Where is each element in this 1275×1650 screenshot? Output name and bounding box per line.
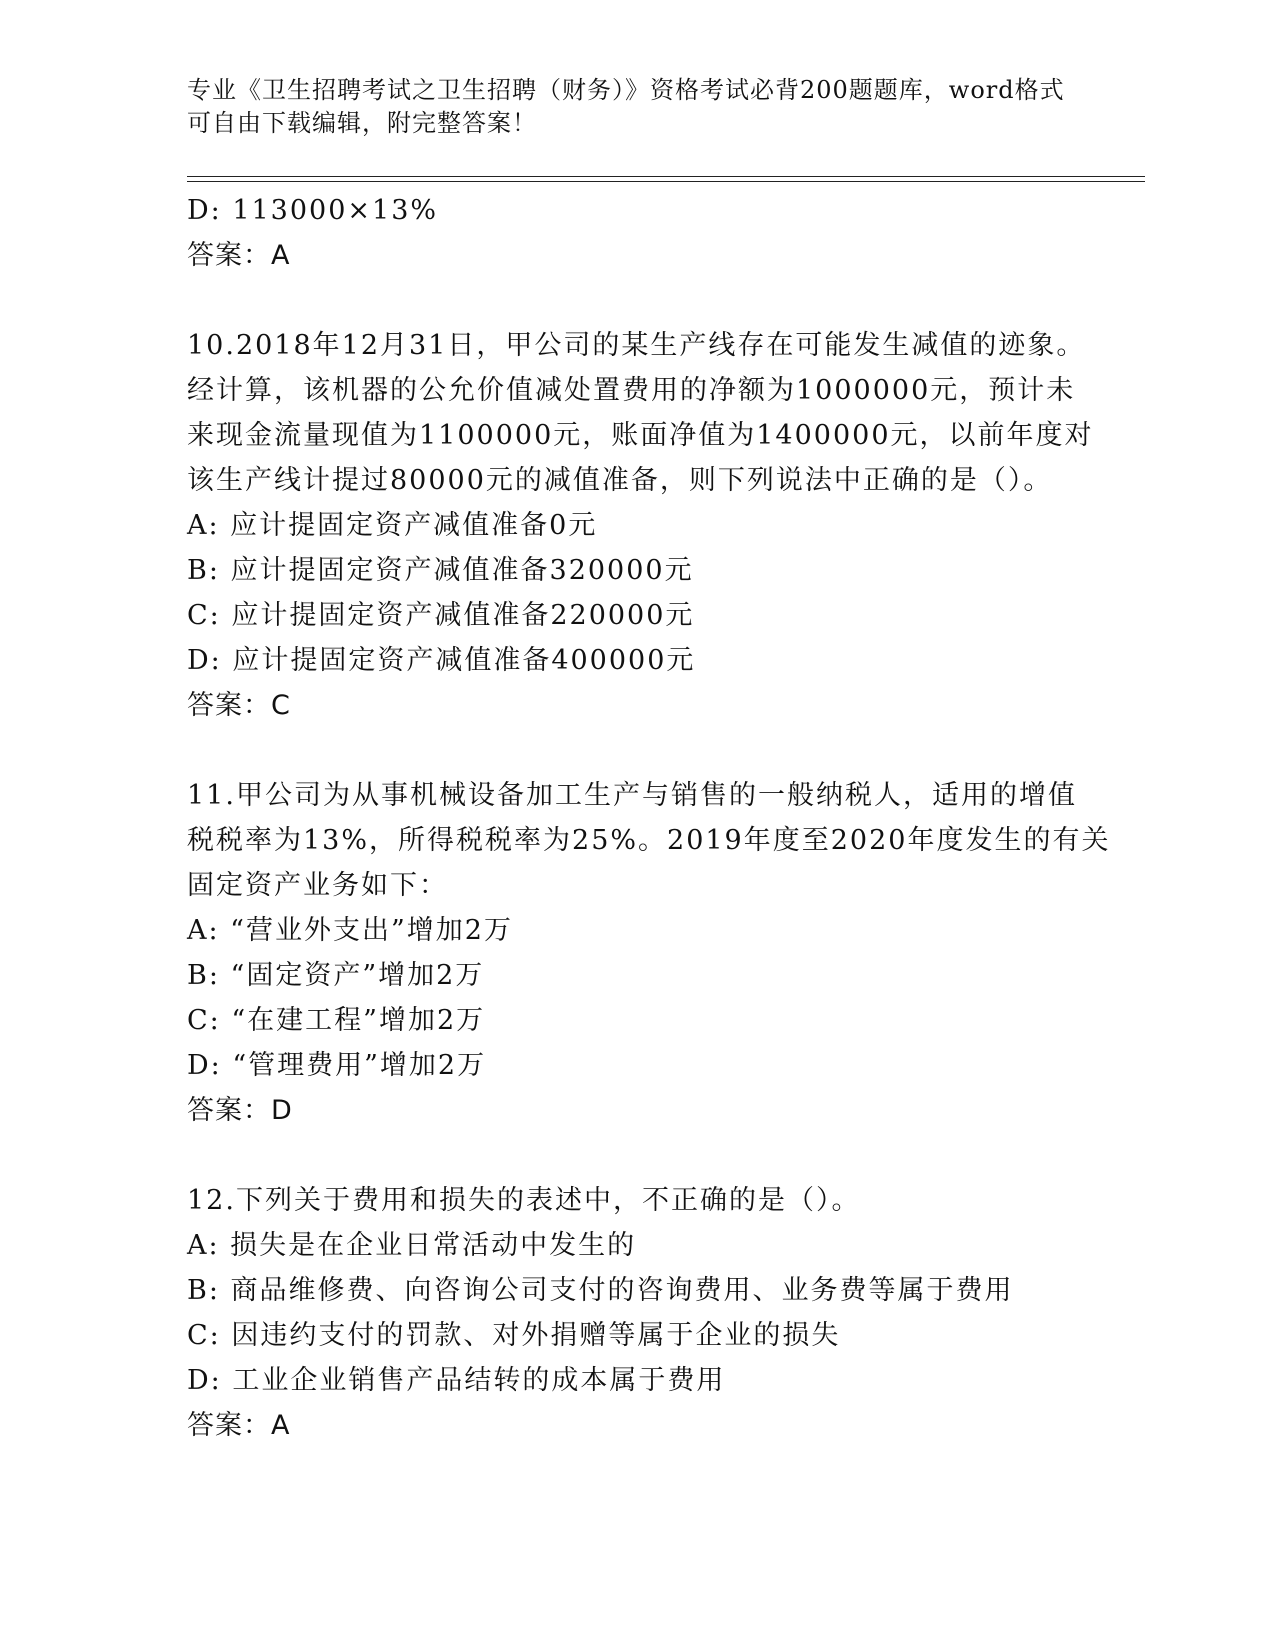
question-11 bbox=[187, 773, 1111, 1133]
answer-line: 答案：C bbox=[187, 690, 291, 721]
stem-line: 10.2018年12月31日，甲公司的某生产线存在可能发生减值的迹象。 bbox=[187, 330, 1086, 361]
header-divider-top bbox=[187, 176, 1145, 177]
header-divider-bottom bbox=[187, 181, 1145, 182]
question-12 bbox=[187, 1178, 1087, 1448]
stem-line: 固定资产业务如下： bbox=[187, 870, 448, 901]
header-title-line-1: 专业《卫生招聘考试之卫生招聘（财务）》资格考试必背200题题库，word格式 bbox=[187, 76, 1065, 104]
question-stem bbox=[187, 1178, 1087, 1223]
stem-line: 12.下列关于费用和损失的表述中，不正确的是（）。 bbox=[187, 1185, 861, 1216]
document-header bbox=[187, 74, 1087, 140]
option-d: D: 应计提固定资产减值准备400000元 bbox=[187, 645, 696, 676]
stem-line: 经计算，该机器的公允价值减处置费用的净额为1000000元，预计未 bbox=[187, 375, 1076, 406]
option-b: B: 商品维修费、向咨询公司支付的咨询费用、业务费等属于费用 bbox=[187, 1275, 1014, 1306]
option-d: D: “管理费用”增加2万 bbox=[187, 1050, 487, 1081]
option-c: C: 因违约支付的罚款、对外捐赠等属于企业的损失 bbox=[187, 1320, 841, 1351]
option-d: D: 113000×13% bbox=[187, 195, 439, 226]
stem-line: 税税率为13%，所得税税率为25%。2019年度至2020年度发生的有关 bbox=[187, 825, 1111, 856]
option-b: B: “固定资产”增加2万 bbox=[187, 960, 485, 991]
question-10 bbox=[187, 323, 1094, 728]
stem-line: 来现金流量现值为1100000元，账面净值为1400000元，以前年度对 bbox=[187, 420, 1094, 451]
stem-line: 该生产线计提过80000元的减值准备，则下列说法中正确的是（）。 bbox=[187, 465, 1053, 496]
option-a: A: “营业外支出”增加2万 bbox=[187, 915, 513, 946]
option-d: D: 工业企业销售产品结转的成本属于费用 bbox=[187, 1365, 726, 1396]
answer-line: 答案：A bbox=[187, 240, 291, 271]
question-list bbox=[187, 188, 1111, 1448]
header-title-line-2: 可自由下载编辑，附完整答案！ bbox=[187, 109, 537, 137]
option-a: A: 损失是在企业日常活动中发生的 bbox=[187, 1230, 637, 1261]
option-b: B: 应计提固定资产减值准备320000元 bbox=[187, 555, 694, 586]
question-stem bbox=[187, 323, 1094, 503]
option-c: C: “在建工程”增加2万 bbox=[187, 1005, 486, 1036]
answer-line: 答案：D bbox=[187, 1095, 293, 1126]
spacer bbox=[187, 278, 1087, 323]
option-c: C: 应计提固定资产减值准备220000元 bbox=[187, 600, 695, 631]
stem-line: 11.甲公司为从事机械设备加工生产与销售的一般纳税人，适用的增值 bbox=[187, 780, 1077, 811]
option-a: A: 应计提固定资产减值准备0元 bbox=[187, 510, 598, 541]
previous-question-tail bbox=[187, 188, 1087, 278]
spacer bbox=[187, 728, 1087, 773]
question-stem bbox=[187, 773, 1111, 908]
answer-line: 答案：A bbox=[187, 1410, 291, 1441]
spacer bbox=[187, 1133, 1087, 1178]
